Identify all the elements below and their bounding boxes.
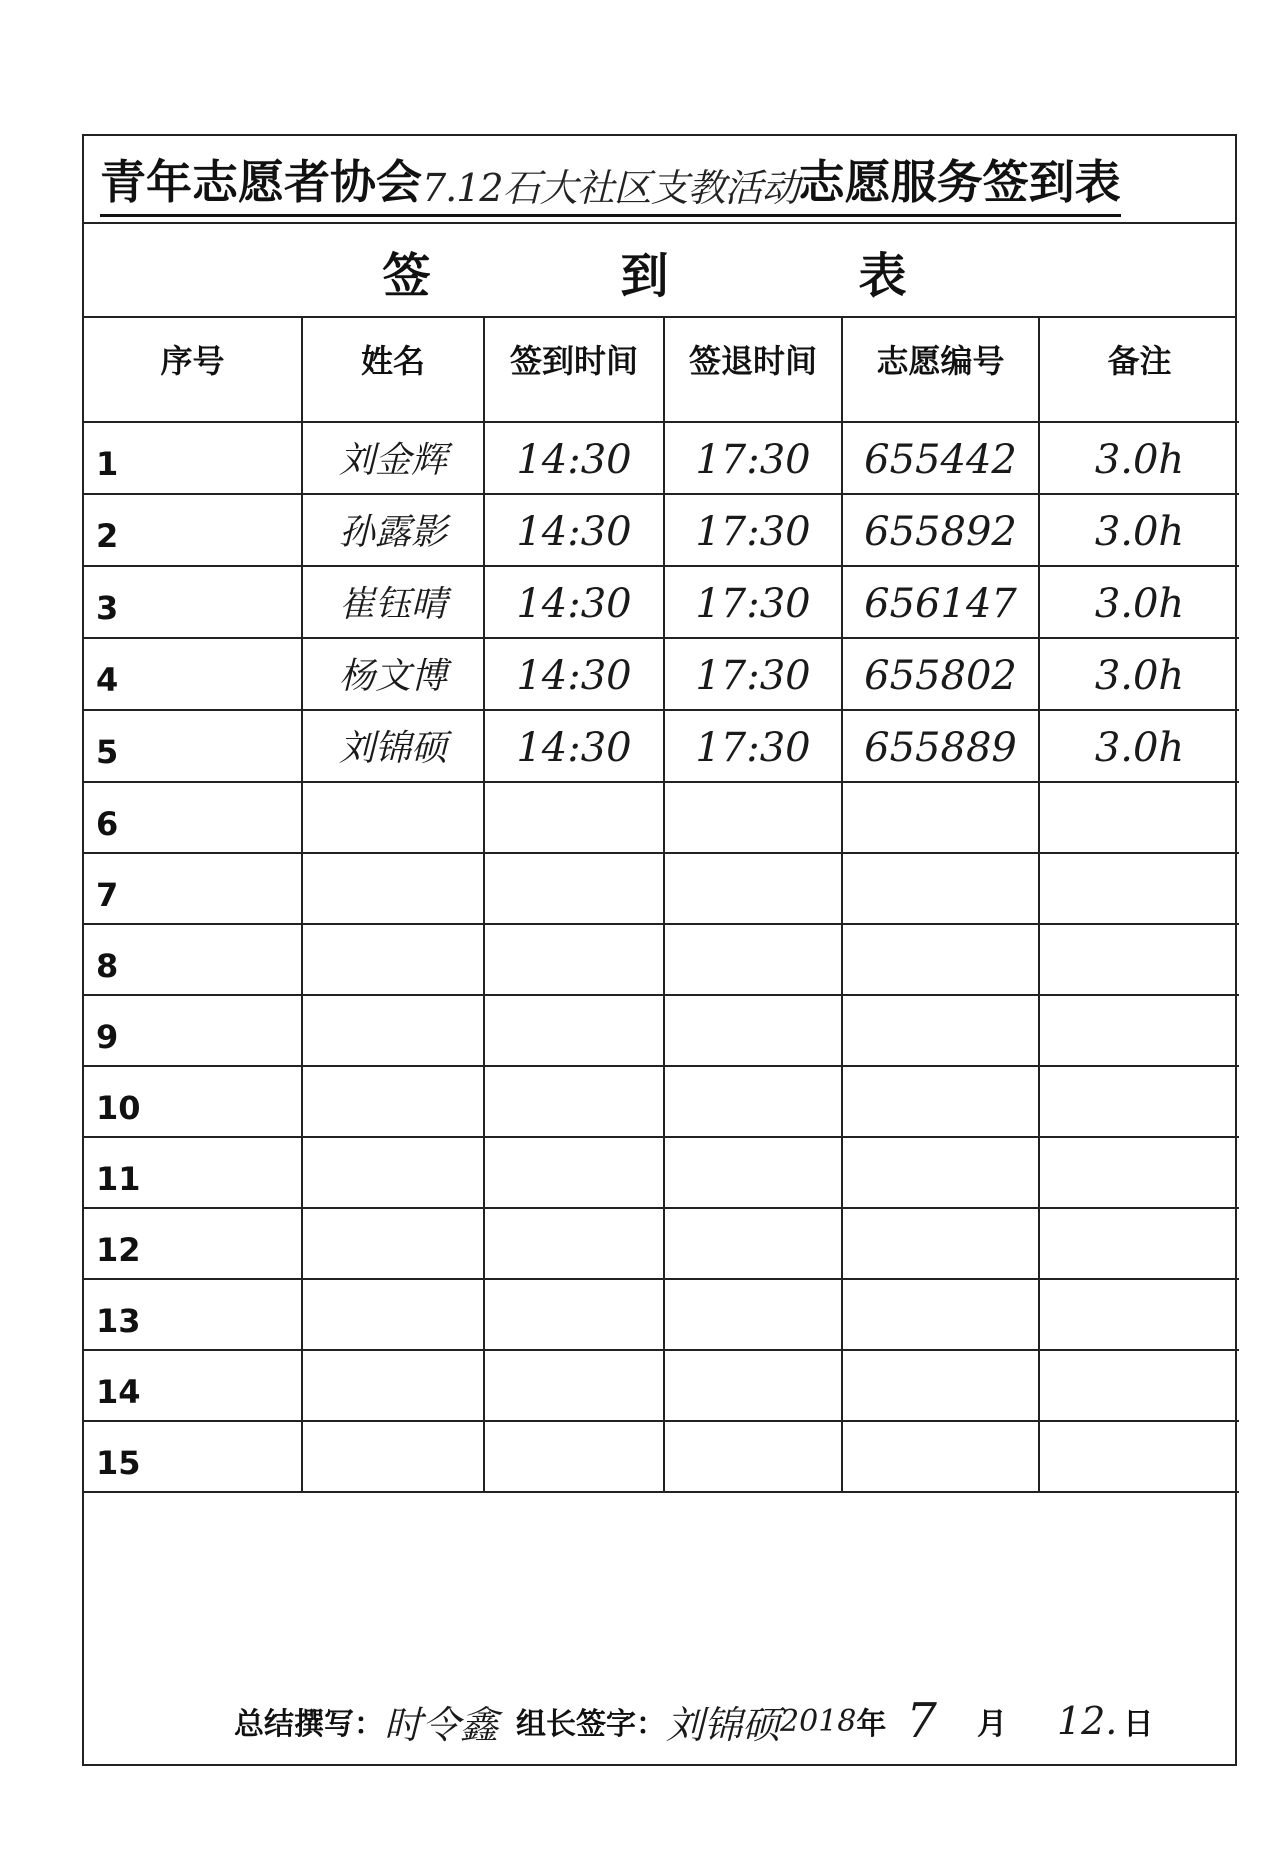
row-index: 11: [84, 1137, 302, 1208]
table-header-row: [84, 318, 1239, 422]
leader-signature-label: 组长签字：: [516, 1707, 667, 1742]
table-row: [84, 853, 1239, 924]
name-cell: [302, 924, 484, 995]
row-index: 7: [84, 853, 302, 924]
volunteer-id-cell: 655442: [842, 422, 1039, 494]
name-cell: [302, 1066, 484, 1137]
summary-writer-label: 总结撰写：: [234, 1707, 384, 1742]
sign-in-time-cell: [484, 1208, 664, 1279]
note-cell: [1039, 995, 1239, 1066]
day-value: 12.: [1056, 1699, 1118, 1743]
volunteer-id-cell: 656147: [842, 566, 1039, 638]
volunteer-id-cell: 655892: [842, 494, 1039, 566]
sign-out-time-cell: 17:30: [664, 422, 842, 494]
year-label: 年: [856, 1707, 887, 1742]
volunteer-id-cell: [842, 1350, 1039, 1421]
volunteer-id-cell: [842, 853, 1039, 924]
month-value: 7: [906, 1693, 937, 1749]
table-row: [84, 995, 1239, 1066]
name-cell: 刘金辉: [302, 422, 484, 494]
row-index: 2: [84, 494, 302, 566]
note-cell: [1039, 782, 1239, 853]
volunteer-id-cell: [842, 782, 1039, 853]
sign-in-time-cell: [484, 853, 664, 924]
leader-signature: 刘锦硕: [666, 1702, 781, 1747]
sign-out-time-cell: [664, 1137, 842, 1208]
sign-in-time-cell: 14:30: [484, 566, 664, 638]
column-header-index: 序号: [84, 318, 302, 422]
title-suffix: 志愿服务签到表: [798, 155, 1121, 209]
note-cell: [1039, 1066, 1239, 1137]
note-cell: [1039, 853, 1239, 924]
sign-in-time-cell: [484, 1137, 664, 1208]
row-index: 3: [84, 566, 302, 638]
table-row: [84, 566, 1239, 638]
sign-in-time-cell: [484, 924, 664, 995]
note-cell: [1039, 1421, 1239, 1492]
name-cell: 杨文博: [302, 638, 484, 710]
name-cell: [302, 1137, 484, 1208]
sign-out-time-cell: [664, 1279, 842, 1350]
sign-in-time-cell: [484, 1279, 664, 1350]
sign-in-time-cell: [484, 995, 664, 1066]
column-header-volunteer-id: 志愿编号: [842, 318, 1039, 422]
name-cell: 孙露影: [302, 494, 484, 566]
table-row: [84, 638, 1239, 710]
name-cell: [302, 782, 484, 853]
note-cell: 3.0h: [1039, 710, 1239, 782]
row-index: 13: [84, 1279, 302, 1350]
table-row: [84, 1208, 1239, 1279]
sign-in-time-cell: [484, 1421, 664, 1492]
volunteer-id-cell: [842, 1208, 1039, 1279]
sign-in-time-cell: 14:30: [484, 494, 664, 566]
row-index: 14: [84, 1350, 302, 1421]
sign-in-time-cell: [484, 1066, 664, 1137]
month-label: 月: [976, 1707, 1007, 1742]
footer-signature-row: [84, 1678, 1235, 1764]
row-index: 9: [84, 995, 302, 1066]
sign-in-time-cell: [484, 782, 664, 853]
volunteer-id-cell: 655802: [842, 638, 1039, 710]
sign-out-time-cell: [664, 782, 842, 853]
row-index: 15: [84, 1421, 302, 1492]
volunteer-id-cell: [842, 995, 1039, 1066]
table-row: [84, 782, 1239, 853]
sign-out-time-cell: [664, 995, 842, 1066]
volunteer-id-cell: [842, 924, 1039, 995]
sign-in-time-cell: 14:30: [484, 638, 664, 710]
name-cell: [302, 1421, 484, 1492]
table-row: [84, 1279, 1239, 1350]
table-row: [84, 924, 1239, 995]
note-cell: 3.0h: [1039, 494, 1239, 566]
row-index: 5: [84, 710, 302, 782]
name-cell: [302, 853, 484, 924]
volunteer-id-cell: [842, 1066, 1039, 1137]
column-header-name: 姓名: [302, 318, 484, 422]
sign-in-sheet: [82, 134, 1237, 1766]
table-row: [84, 1066, 1239, 1137]
table-row: [84, 494, 1239, 566]
note-cell: [1039, 1350, 1239, 1421]
sign-out-time-cell: 17:30: [664, 566, 842, 638]
volunteer-id-cell: 655889: [842, 710, 1039, 782]
column-header-sign-out-time: 签退时间: [664, 318, 842, 422]
note-cell: [1039, 1137, 1239, 1208]
note-cell: [1039, 924, 1239, 995]
sign-out-time-cell: [664, 853, 842, 924]
sign-out-time-cell: 17:30: [664, 710, 842, 782]
subtitle-row: [84, 224, 1235, 318]
sign-out-time-cell: [664, 1350, 842, 1421]
sheet-title: [100, 150, 1121, 217]
name-cell: [302, 1208, 484, 1279]
title-prefix: 青年志愿者协会: [100, 155, 422, 209]
note-cell: [1039, 1208, 1239, 1279]
row-index: 4: [84, 638, 302, 710]
sign-in-time-cell: 14:30: [484, 710, 664, 782]
name-cell: 刘锦硕: [302, 710, 484, 782]
column-header-note: 备注: [1039, 318, 1239, 422]
sign-out-time-cell: 17:30: [664, 638, 842, 710]
sign-out-time-cell: [664, 1421, 842, 1492]
sign-out-time-cell: [664, 1066, 842, 1137]
row-index: 6: [84, 782, 302, 853]
row-index: 1: [84, 422, 302, 494]
summary-writer-signature: 时令鑫: [384, 1702, 499, 1747]
sign-in-time-cell: 14:30: [484, 422, 664, 494]
sheet-subtitle: 签到表: [382, 247, 1097, 304]
table-row: [84, 1421, 1239, 1492]
year-value: 2018: [780, 1703, 857, 1739]
sign-out-time-cell: 17:30: [664, 494, 842, 566]
volunteer-id-cell: [842, 1279, 1039, 1350]
sign-in-table: [84, 318, 1239, 1493]
name-cell: 崔钰晴: [302, 566, 484, 638]
sign-in-time-cell: [484, 1350, 664, 1421]
name-cell: [302, 995, 484, 1066]
note-cell: [1039, 1279, 1239, 1350]
note-cell: 3.0h: [1039, 422, 1239, 494]
name-cell: [302, 1350, 484, 1421]
table-row: [84, 1137, 1239, 1208]
table-row: [84, 1350, 1239, 1421]
volunteer-id-cell: [842, 1421, 1039, 1492]
day-label: 日: [1123, 1707, 1154, 1742]
table-row: [84, 422, 1239, 494]
note-cell: 3.0h: [1039, 638, 1239, 710]
name-cell: [302, 1279, 484, 1350]
sign-out-time-cell: [664, 924, 842, 995]
row-index: 10: [84, 1066, 302, 1137]
note-cell: 3.0h: [1039, 566, 1239, 638]
row-index: 8: [84, 924, 302, 995]
row-index: 12: [84, 1208, 302, 1279]
title-row: [84, 136, 1235, 224]
sign-out-time-cell: [664, 1208, 842, 1279]
column-header-sign-in-time: 签到时间: [484, 318, 664, 422]
title-handwritten-event: 7.12石大社区支教活动: [422, 166, 799, 210]
volunteer-id-cell: [842, 1137, 1039, 1208]
table-row: [84, 710, 1239, 782]
